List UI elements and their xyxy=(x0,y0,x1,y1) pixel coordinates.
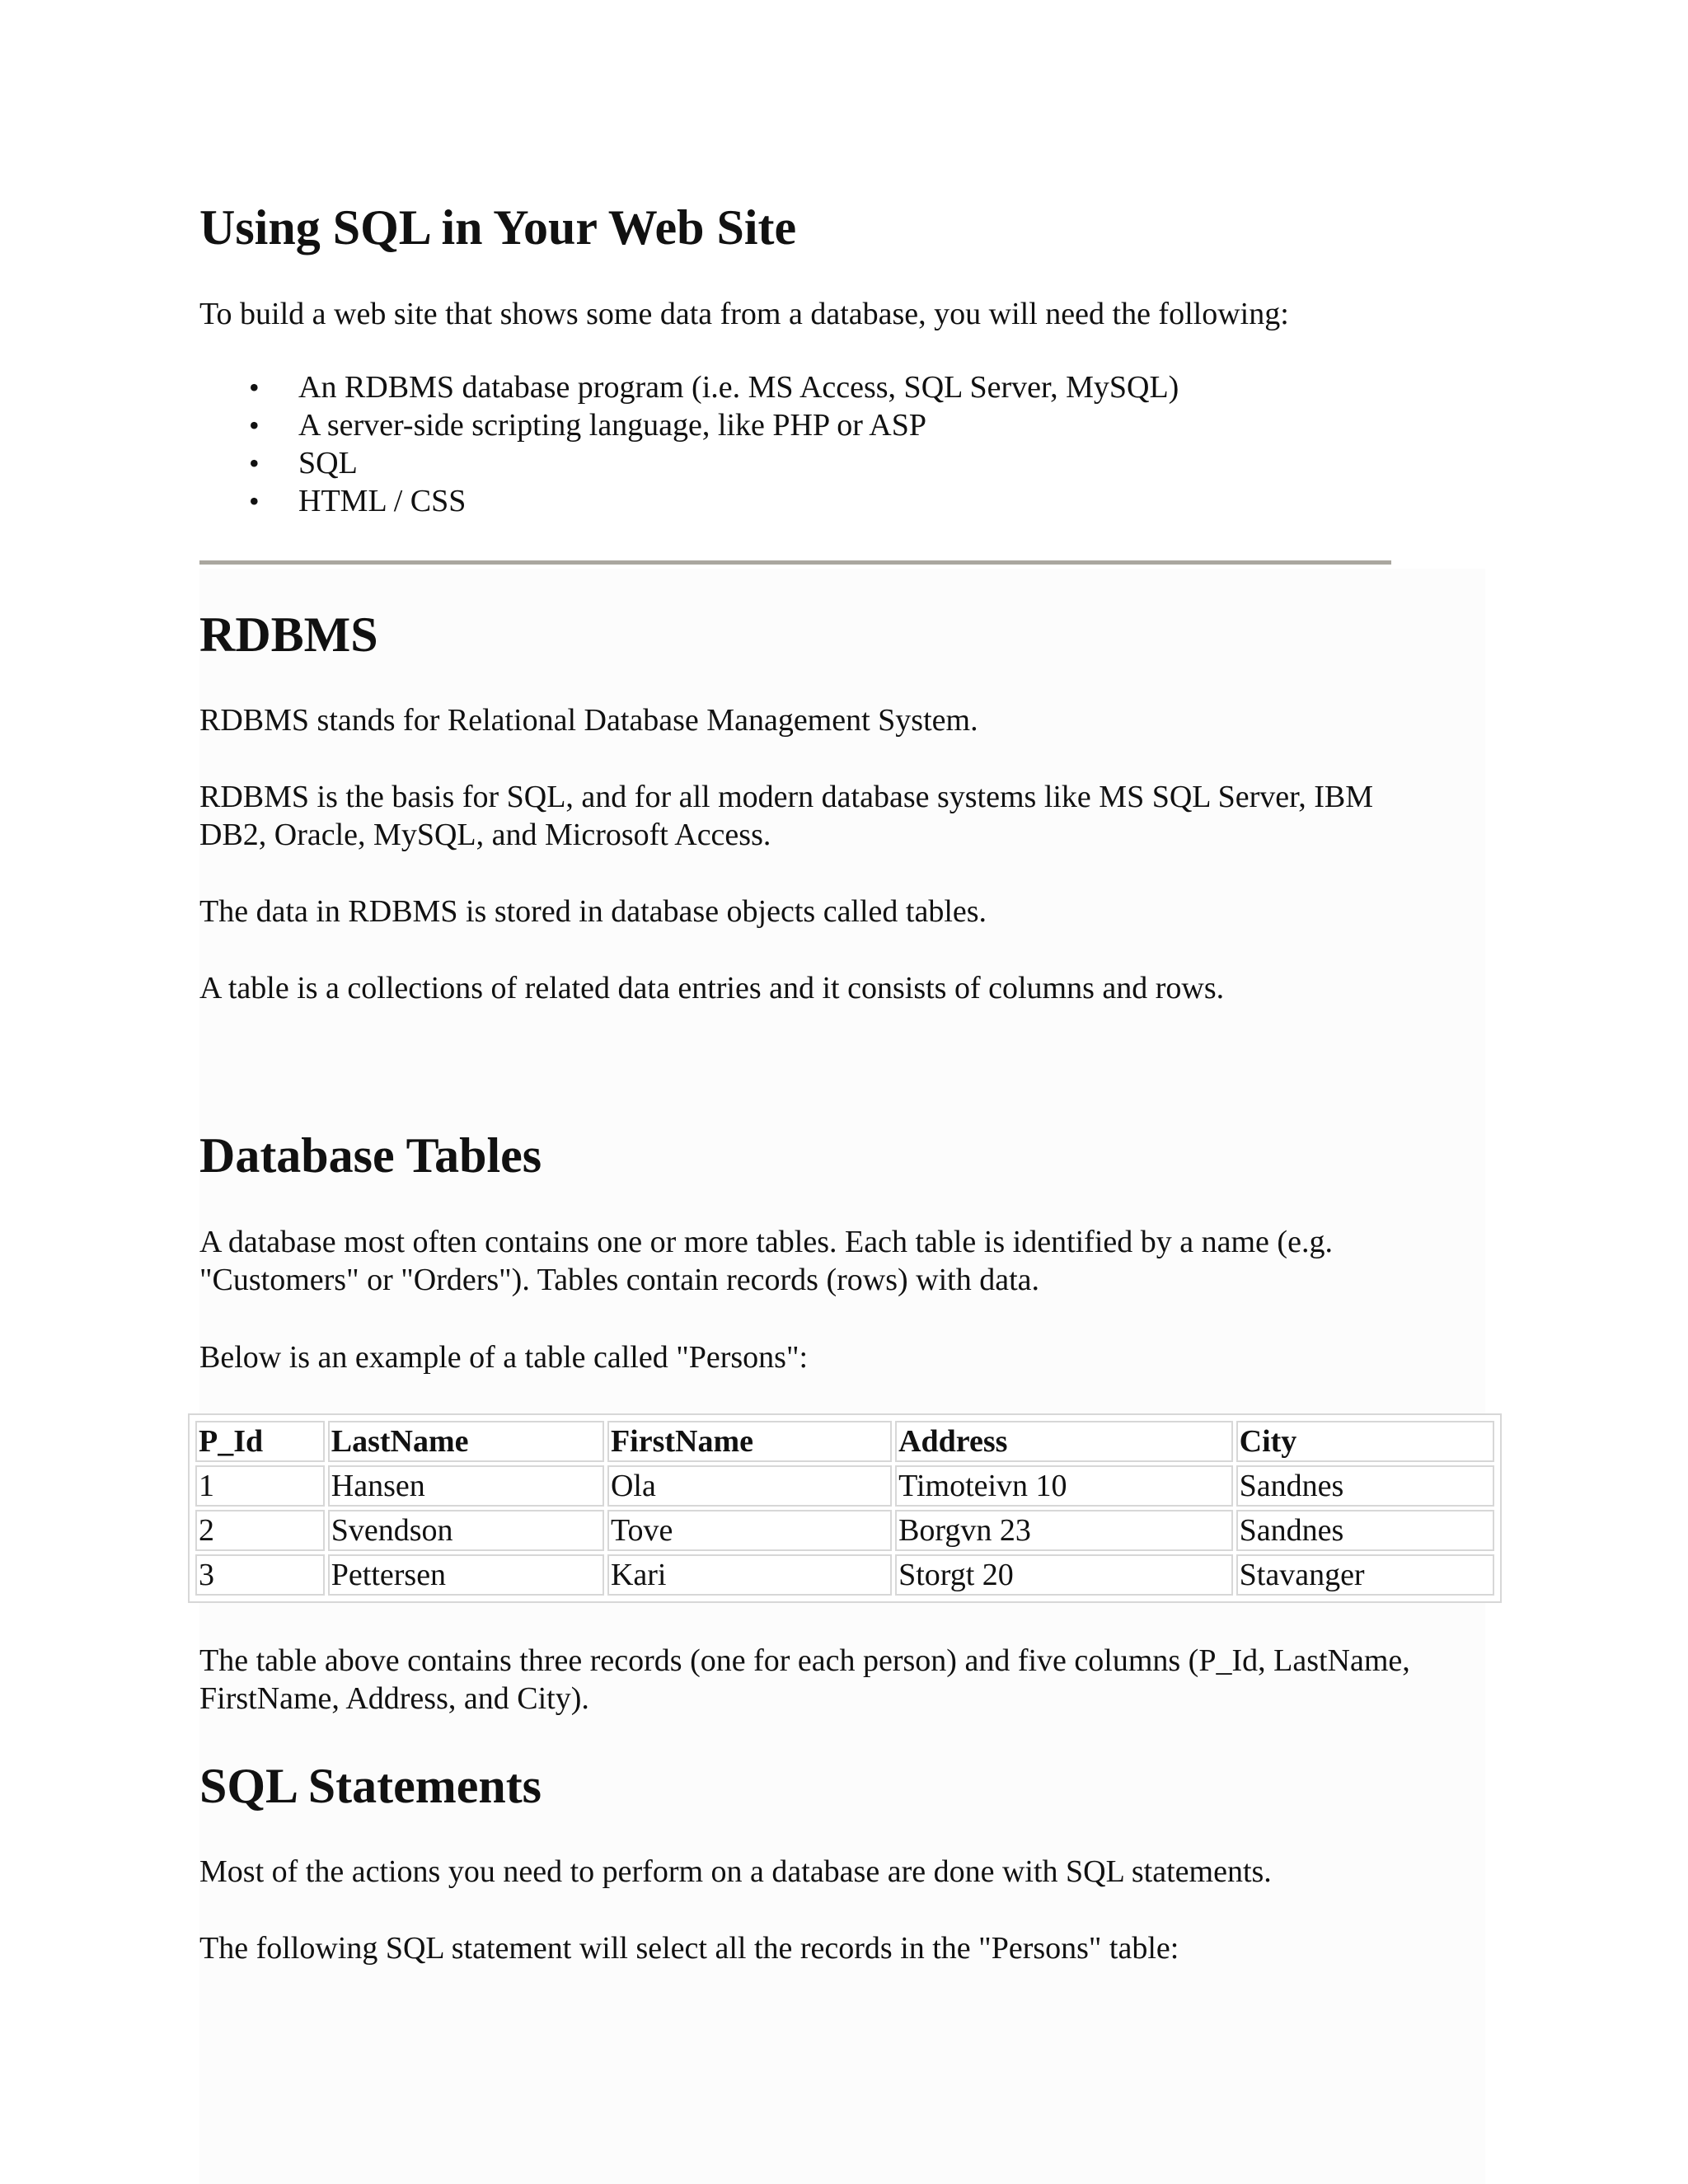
persons-table-frame xyxy=(188,1413,1502,1603)
column-header: Address xyxy=(895,1421,1233,1462)
horizontal-divider xyxy=(199,560,1391,565)
table-cell: Sandnes xyxy=(1236,1465,1494,1507)
statements-paragraph: Most of the actions you need to perform on a database are done with SQL statements. xyxy=(199,1854,1272,1889)
table-cell: Tove xyxy=(607,1510,892,1551)
rdbms-paragraph: The data in RDBMS is stored in database objects called tables. xyxy=(199,894,987,929)
table-cell: Ola xyxy=(607,1465,892,1507)
rdbms-paragraph: RDBMS is the basis for SQL, and for all modern database systems like MS SQL Server, IBM xyxy=(199,780,1374,814)
table-cell: Stavanger xyxy=(1236,1554,1494,1596)
statements-paragraph: The following SQL statement will select all the records in the "Persons" table: xyxy=(199,1931,1179,1966)
table-cell: Storgt 20 xyxy=(895,1554,1233,1596)
column-header: P_Id xyxy=(195,1421,325,1462)
table-cell: Pettersen xyxy=(328,1554,604,1596)
requirements-list xyxy=(199,368,1179,520)
table-cell: 1 xyxy=(195,1465,325,1507)
table-cell: Kari xyxy=(607,1554,892,1596)
rdbms-paragraph: DB2, Oracle, MySQL, and Microsoft Access. xyxy=(199,818,771,852)
table-cell: Borgvn 23 xyxy=(895,1510,1233,1551)
column-header: FirstName xyxy=(607,1421,892,1462)
table-row xyxy=(195,1554,1494,1596)
persons-table xyxy=(192,1418,1498,1599)
list-item: • A server-side scripting language, like PHP or ASP xyxy=(199,406,1179,444)
rdbms-paragraph: A table is a collections of related data entries and it consists of columns and rows. xyxy=(199,971,1225,1005)
list-item: • HTML / CSS xyxy=(199,482,1179,520)
table-cell: Timoteivn 10 xyxy=(895,1465,1233,1507)
table-header-row xyxy=(195,1421,1494,1462)
list-item: • An RDBMS database program (i.e. MS Access, SQL Server, MySQL) xyxy=(199,368,1179,406)
rdbms-paragraph: RDBMS stands for Relational Database Management System. xyxy=(199,703,978,738)
intro-paragraph: To build a web site that shows some data from a database, you will need the following: xyxy=(199,297,1289,331)
column-header: LastName xyxy=(328,1421,604,1462)
table-cell: Hansen xyxy=(328,1465,604,1507)
heading-rdbms: RDBMS xyxy=(199,607,378,662)
table-cell: 2 xyxy=(195,1510,325,1551)
tables-paragraph: "Customers" or "Orders"). Tables contain records (rows) with data. xyxy=(199,1263,1039,1297)
heading-using-sql: Using SQL in Your Web Site xyxy=(199,200,797,255)
tables-paragraph: The table above contains three records (one for each person) and five columns (P_Id, LastName, xyxy=(199,1643,1410,1678)
tables-paragraph: FirstName, Address, and City). xyxy=(199,1681,589,1716)
table-cell: 3 xyxy=(195,1554,325,1596)
list-item: • SQL xyxy=(199,444,1179,482)
heading-sql-statements: SQL Statements xyxy=(199,1759,542,1813)
table-row xyxy=(195,1510,1494,1551)
table-cell: Svendson xyxy=(328,1510,604,1551)
table-row xyxy=(195,1465,1494,1507)
column-header: City xyxy=(1236,1421,1494,1462)
heading-database-tables: Database Tables xyxy=(199,1128,542,1183)
tables-paragraph: A database most often contains one or more tables. Each table is identified by a name (e.g. xyxy=(199,1225,1333,1259)
table-cell: Sandnes xyxy=(1236,1510,1494,1551)
tables-paragraph: Below is an example of a table called "Persons": xyxy=(199,1340,809,1375)
